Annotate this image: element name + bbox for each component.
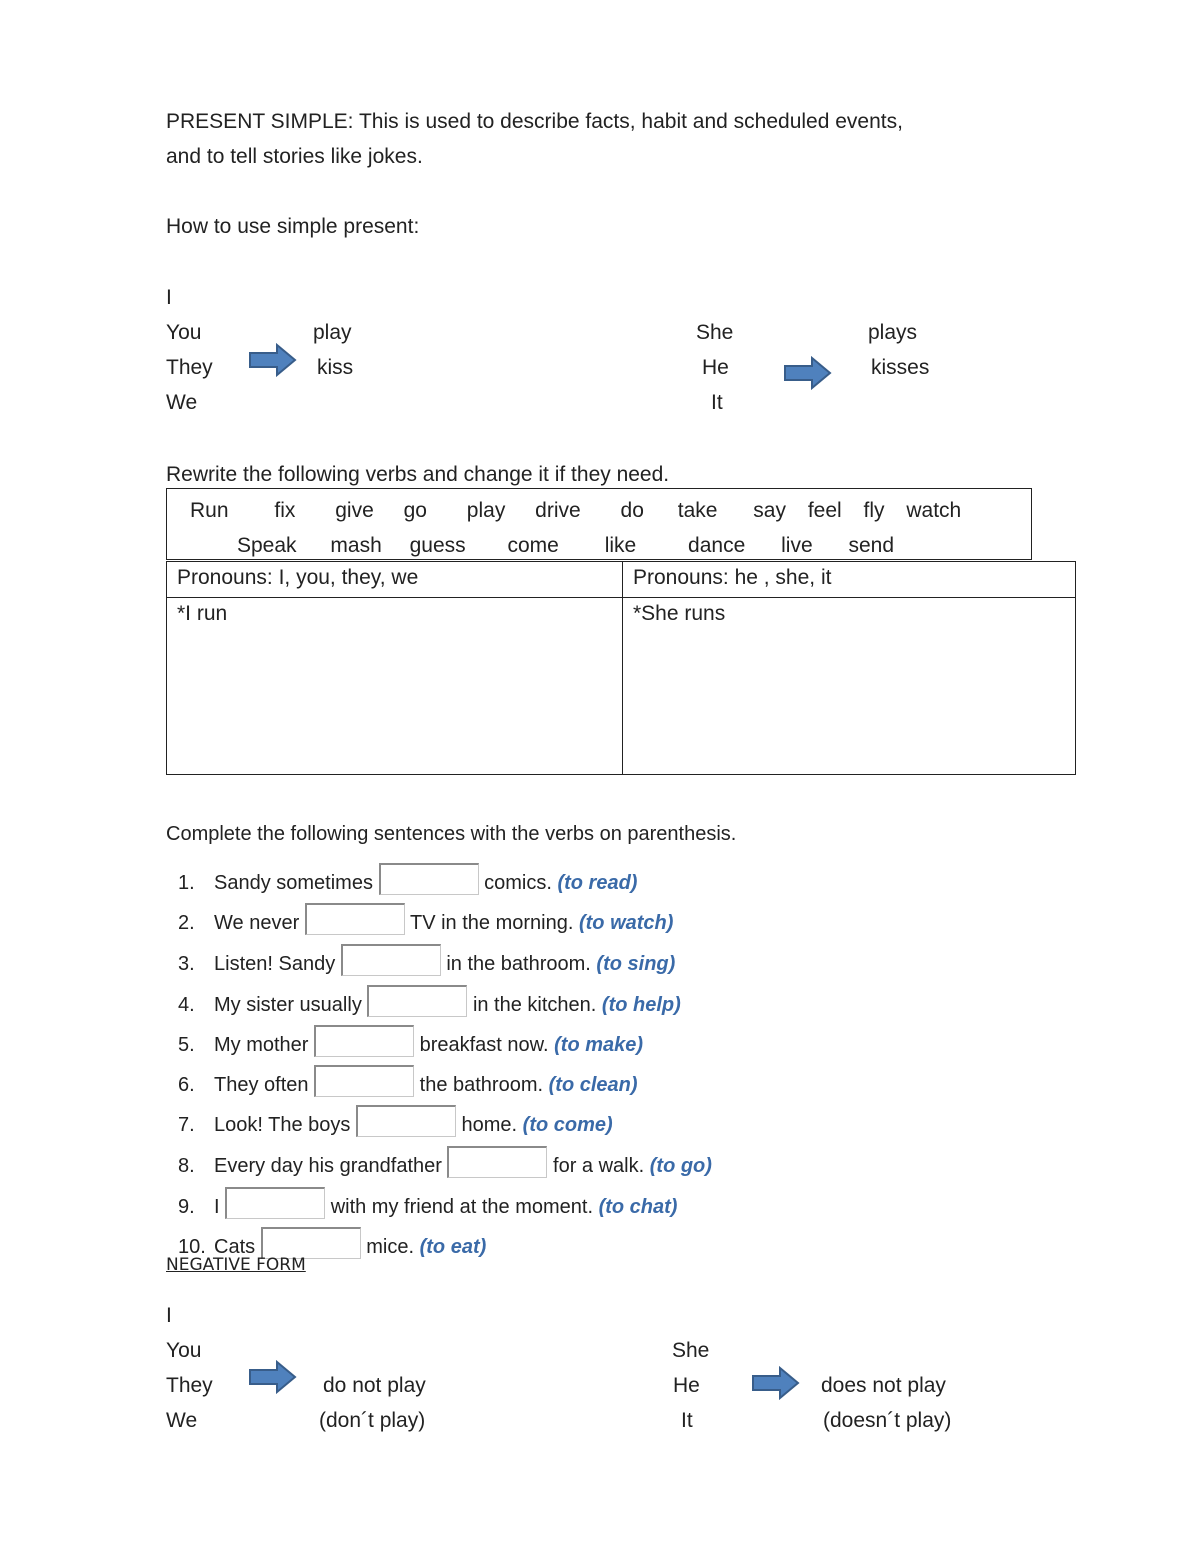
- verb: drive: [535, 499, 581, 522]
- arrow-right-icon: [249, 343, 297, 377]
- sentence-item: 2. We never TV in the morning. (to watch): [178, 903, 673, 935]
- neg-pronoun-they: They: [166, 1374, 213, 1397]
- sentence-item: 5. My mother breakfast now. (to make): [178, 1025, 643, 1057]
- verb: live: [781, 534, 813, 557]
- neg-contraction-left: (don´t play): [319, 1409, 426, 1432]
- col1-header: Pronouns: I, you, they, we: [167, 562, 623, 598]
- verb-plays: plays: [868, 321, 918, 344]
- rewrite-instruction: Rewrite the following verbs and change it if they need.: [166, 463, 670, 486]
- verb: mash: [330, 534, 382, 557]
- col2-answer-cell[interactable]: *She runs: [623, 598, 1076, 775]
- sentence-item: 7. Look! The boys home. (to come): [178, 1105, 613, 1137]
- pronoun-it: It: [711, 391, 723, 414]
- verb: Speak: [237, 534, 297, 557]
- verb: Run: [190, 499, 229, 522]
- sentence-item: 1. Sandy sometimes comics. (to read): [178, 863, 637, 895]
- answer-blank-input[interactable]: [341, 944, 441, 976]
- answer-blank-input[interactable]: [379, 863, 479, 895]
- arrow-right-icon: [752, 1366, 800, 1400]
- intro-line-2: and to tell stories like jokes.: [166, 145, 423, 168]
- verb: like: [604, 534, 637, 557]
- verb-list-row-2: [237, 534, 894, 558]
- pronoun-i: I: [166, 286, 172, 309]
- sentence-item: 8. Every day his grandfather for a walk. (to go): [178, 1146, 712, 1178]
- answer-blank-input[interactable]: [314, 1065, 414, 1097]
- pronoun-you: You: [166, 321, 202, 344]
- verb: watch: [906, 499, 962, 522]
- neg-pronoun-you: You: [166, 1339, 202, 1362]
- pronoun-table: [166, 561, 1076, 775]
- answer-blank-input[interactable]: [367, 985, 467, 1017]
- verb-kiss: kiss: [317, 356, 354, 379]
- neg-pronoun-he: He: [673, 1374, 700, 1397]
- col1-answer-cell[interactable]: *I run: [167, 598, 623, 775]
- arrow-right-icon: [249, 1360, 297, 1394]
- sentence-item: 9. I with my friend at the moment. (to chat): [178, 1187, 677, 1219]
- intro-line-1: PRESENT SIMPLE: This is used to describe facts, habit and scheduled events,: [166, 110, 903, 133]
- verb: fix: [274, 499, 296, 522]
- col2-header: Pronouns: he , she, it: [623, 562, 1076, 598]
- verb: feel: [807, 499, 842, 522]
- verb: send: [848, 534, 895, 557]
- verb: dance: [688, 534, 746, 557]
- verb-list-row-1: [190, 499, 961, 523]
- neg-verb-right: does not play: [821, 1374, 946, 1397]
- neg-verb-left: do not play: [323, 1374, 426, 1397]
- answer-blank-input[interactable]: [314, 1025, 414, 1057]
- verb: come: [507, 534, 559, 557]
- verb: fly: [863, 499, 885, 522]
- neg-pronoun-she: She: [672, 1339, 710, 1362]
- neg-pronoun-we: We: [166, 1409, 198, 1432]
- pronoun-he: He: [702, 356, 729, 379]
- sentence-item: 3. Listen! Sandy in the bathroom. (to sing): [178, 944, 675, 976]
- sentence-item: 6. They often the bathroom. (to clean): [178, 1065, 638, 1097]
- neg-contraction-right: (doesn´t play): [823, 1409, 952, 1432]
- verb: play: [466, 499, 506, 522]
- neg-pronoun-it: It: [681, 1409, 693, 1432]
- verb: guess: [409, 534, 466, 557]
- verb-play: play: [313, 321, 352, 344]
- answer-blank-input[interactable]: [447, 1146, 547, 1178]
- sentence-item: 10. Cats mice. (to eat): [178, 1227, 486, 1259]
- negative-heading: NEGATIVE FORM: [166, 1255, 306, 1275]
- verb: take: [677, 499, 718, 522]
- verb: go: [403, 499, 427, 522]
- verb-kisses: kisses: [871, 356, 930, 379]
- verb: give: [335, 499, 374, 522]
- howto-heading: How to use simple present:: [166, 215, 420, 238]
- answer-blank-input[interactable]: [356, 1105, 456, 1137]
- answer-blank-input[interactable]: [225, 1187, 325, 1219]
- complete-instruction: Complete the following sentences with the verbs on parenthesis.: [166, 823, 737, 845]
- pronoun-they: They: [166, 356, 213, 379]
- verb: say: [753, 499, 786, 522]
- neg-pronoun-i: I: [166, 1304, 172, 1327]
- pronoun-she: She: [696, 321, 734, 344]
- pronoun-we: We: [166, 391, 198, 414]
- sentence-item: 4. My sister usually in the kitchen. (to help): [178, 985, 681, 1017]
- verb: do: [620, 499, 644, 522]
- answer-blank-input[interactable]: [305, 903, 405, 935]
- arrow-right-icon: [784, 356, 832, 390]
